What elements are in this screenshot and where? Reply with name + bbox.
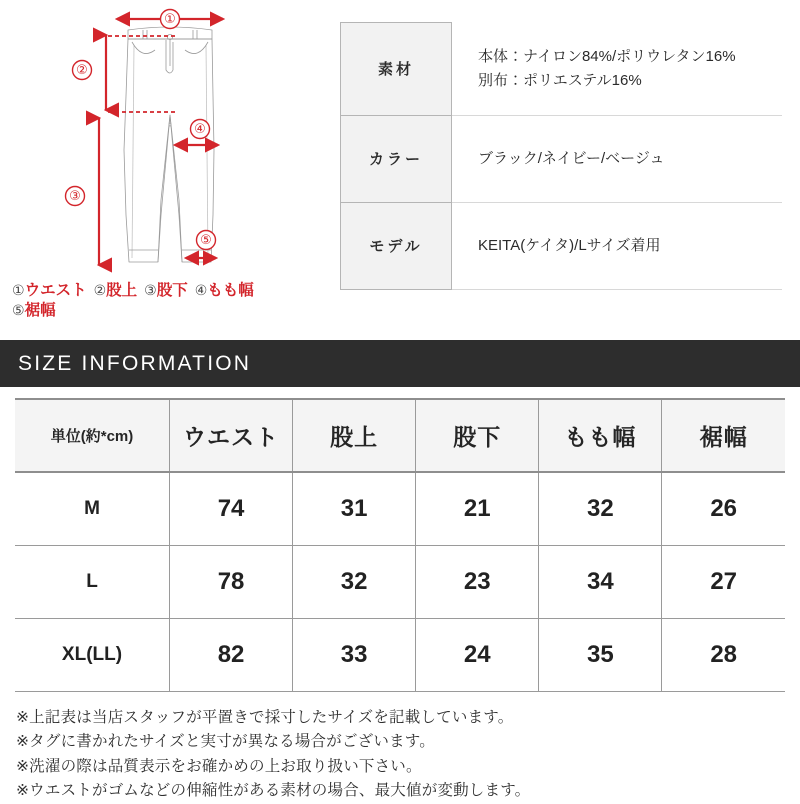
spec-value-material <box>452 23 783 116</box>
legend-label-waist: ウエスト <box>24 282 87 299</box>
note-line-4: ※ウエストがゴムなどの伸縮性がある素材の場合、最大値が変動します。 <box>16 782 531 800</box>
cell-l-waist: 78 <box>170 546 293 619</box>
legend-num-2: ② <box>93 282 107 298</box>
legend-row <box>12 281 332 301</box>
spec-value-material-line-1: 本体：ナイロン84%/ポリウレタン16% <box>478 48 736 66</box>
legend-num-1: ① <box>12 282 25 298</box>
size-table-header-row <box>15 399 785 472</box>
legend-item-thigh <box>195 281 254 301</box>
cell-l-rise: 32 <box>293 546 416 619</box>
cell-l-hem: 27 <box>662 546 785 619</box>
legend-item-hem <box>12 301 56 321</box>
cell-m-inseam: 21 <box>416 472 539 546</box>
legend-label-thigh: もも幅 <box>207 282 254 299</box>
table-row <box>15 546 785 619</box>
column-header-waist: ウエスト <box>170 399 293 472</box>
cell-xl-inseam: 24 <box>416 619 539 692</box>
legend-row <box>12 301 332 321</box>
size-table-container <box>0 387 800 692</box>
diagram-marker-5: ⑤ <box>200 233 212 248</box>
column-header-hem: 裾幅 <box>662 399 785 472</box>
spec-value-color: ブラック/ネイビー/ベージュ <box>452 115 783 202</box>
column-header-unit: 単位(約*cm) <box>15 399 170 472</box>
spec-row-material <box>341 23 783 116</box>
note-line-1: ※上記表は当店スタッフが平置きで採寸したサイズを記載しています。 <box>16 709 514 726</box>
diagram-marker-1: ① <box>164 12 176 27</box>
cell-m-hem: 26 <box>662 472 785 546</box>
legend-item-inseam <box>144 281 188 301</box>
cell-m-rise: 31 <box>293 472 416 546</box>
diagram-marker-4: ④ <box>194 122 206 137</box>
size-notes <box>0 692 800 804</box>
size-table <box>15 398 785 692</box>
column-header-inseam: 股下 <box>416 399 539 472</box>
spec-value-model: KEITA(ケイタ)/Lサイズ着用 <box>452 202 783 289</box>
table-row <box>15 472 785 546</box>
cell-xl-waist: 82 <box>170 619 293 692</box>
spec-label-color: カラー <box>341 115 452 202</box>
size-name-m: M <box>15 472 170 546</box>
size-name-xl: XL(LL) <box>15 619 170 692</box>
legend-num-4: ④ <box>194 282 208 298</box>
pants-measurement-diagram <box>0 0 340 340</box>
cell-l-thigh: 34 <box>539 546 662 619</box>
legend-label-rise: 股上 <box>106 282 138 299</box>
spec-label-model: モデル <box>341 202 452 289</box>
measurement-legend <box>12 281 332 322</box>
legend-num-5: ⑤ <box>12 302 25 319</box>
column-header-rise: 股上 <box>293 399 416 472</box>
cell-l-inseam: 23 <box>416 546 539 619</box>
cell-xl-hem: 28 <box>662 619 785 692</box>
size-name-l: L <box>15 546 170 619</box>
size-information-banner <box>0 340 800 387</box>
spec-label-material: 素材 <box>341 23 452 116</box>
note-line-2: ※タグに書かれたサイズと実寸が異なる場合がございます。 <box>16 733 435 751</box>
pants-diagram-svg <box>0 0 340 290</box>
legend-label-inseam: 股下 <box>156 282 188 299</box>
note-line-3: ※洗濯の際は品質表示をお確かめの上お取り扱い下さい。 <box>16 757 422 775</box>
spec-row-color <box>341 115 783 202</box>
legend-num-3: ③ <box>144 282 157 298</box>
cell-xl-rise: 33 <box>293 619 416 692</box>
legend-item-waist <box>12 281 87 301</box>
cell-xl-thigh: 35 <box>539 619 662 692</box>
legend-label-hem: 裾幅 <box>24 302 56 320</box>
diagram-marker-3: ③ <box>69 189 81 204</box>
diagram-marker-2: ② <box>76 63 88 78</box>
table-row <box>15 619 785 692</box>
product-spec-section <box>0 0 800 340</box>
spec-table-container <box>340 0 800 340</box>
spec-row-model <box>341 202 783 289</box>
cell-m-waist: 74 <box>170 472 293 546</box>
spec-table <box>340 22 782 290</box>
cell-m-thigh: 32 <box>539 472 662 546</box>
banner-title: SIZE INFORMATION <box>18 351 252 375</box>
legend-item-rise <box>94 281 138 301</box>
column-header-thigh: もも幅 <box>539 399 662 472</box>
size-table-header <box>15 399 785 472</box>
spec-value-material-line-2: 別布：ポリエステル16% <box>478 71 642 89</box>
size-table-body <box>15 472 785 692</box>
